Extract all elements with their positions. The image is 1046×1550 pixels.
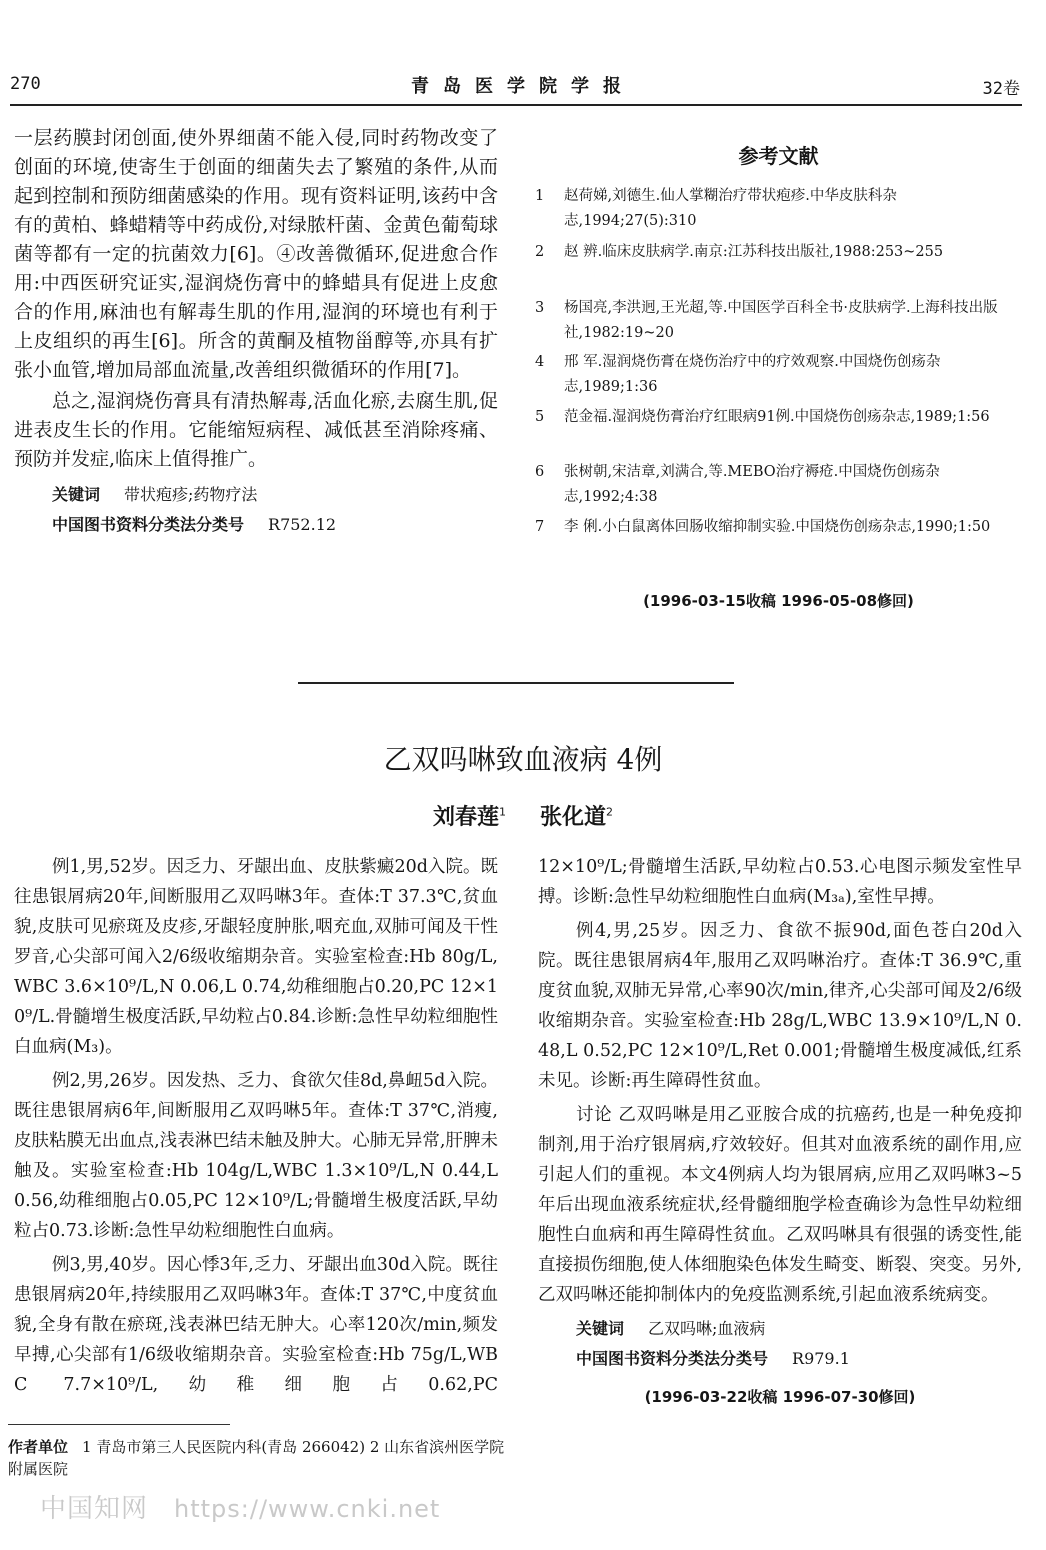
reference-item: 4 邢 军.湿润烧伤膏在烧伤治疗中的疗效观察.中国烧伤创疡杂志,1989;1:36 bbox=[535, 354, 941, 395]
classification-label: 中国图书资料分类法分类号 bbox=[576, 1349, 769, 1368]
watermark-url: https://www.cnki.net bbox=[174, 1495, 441, 1523]
author-name: 刘春莲 bbox=[432, 805, 499, 830]
received-dates: (1996-03-22收稿 1996-07-30修回) bbox=[644, 1388, 916, 1406]
received-dates: (1996-03-15收稿 1996-05-08修回) bbox=[643, 592, 914, 610]
keywords-line bbox=[52, 480, 498, 510]
classification-code: R979.1 bbox=[792, 1349, 850, 1368]
article-divider bbox=[298, 682, 734, 684]
right-body-text bbox=[538, 852, 1022, 1407]
footnote-text: 1 青岛市第三人民医院内科(青岛 266042) 2 山东省滨州医学院附属医院 bbox=[8, 1438, 505, 1478]
classification-code: R752.12 bbox=[268, 515, 337, 534]
left-body-text bbox=[14, 852, 498, 1400]
article-authors bbox=[0, 800, 1046, 831]
volume-label: 32卷 bbox=[982, 79, 1020, 99]
cnki-watermark bbox=[40, 1488, 440, 1525]
author-name: 张化道 bbox=[540, 805, 607, 830]
author-affiliation-mark: 1 bbox=[499, 805, 506, 819]
paragraph: 总之,湿润烧伤膏具有清热解毒,活血化瘀,去腐生肌,促进表皮生长的作用。它能缩短病程、减低甚至消除疼痛、预防并发症,临床上值得推广。 bbox=[14, 390, 498, 470]
references-title: 参考文献 bbox=[738, 144, 819, 168]
classification-line bbox=[576, 1344, 1022, 1374]
keywords-value: 带状疱疹;药物疗法 bbox=[124, 485, 258, 504]
footnote-label: 作者单位 bbox=[8, 1438, 69, 1456]
keywords-label: 关键词 bbox=[576, 1319, 625, 1338]
keywords-label: 关键词 bbox=[52, 485, 101, 504]
author-affiliation-mark: 2 bbox=[606, 805, 614, 819]
watermark-brand: 中国知网 bbox=[40, 1494, 149, 1524]
page-number: 270 bbox=[10, 74, 41, 94]
author-affiliation-footnote bbox=[8, 1436, 508, 1480]
journal-title: 青岛医学院学报 bbox=[411, 76, 635, 97]
classification-line bbox=[52, 510, 498, 540]
header-rule bbox=[10, 104, 1022, 106]
keywords-line bbox=[576, 1314, 1022, 1344]
article-title: 乙双吗啉致血液病 4例 bbox=[383, 743, 663, 776]
reference-item: 3 杨国亮,李洪迥,王光超,等.中国医学百科全书·皮肤病学.上海科技出版社,1982:19~20 bbox=[535, 300, 998, 341]
paragraph: 例3,男,40岁。因心悸3年,乏力、牙龈出血30d入院。既往患银屑病20年,持续服用乙双吗啉3年。查体:T 37℃,中度贫血貌,全身有散在瘀斑,浅表淋巴结无肿大。心率120次/min,频发早搏,心尖部有1/6级收缩期杂音。实验室检查:Hb 75g/L,WBC 7.7×10⁹/L,幼稚细胞占0.62,PC bbox=[14, 1255, 498, 1395]
reference-item: 7 李 俐.小白鼠离体回肠收缩抑制实验.中国烧伤创疡杂志,1990;1:50 bbox=[535, 519, 991, 535]
footnote-rule bbox=[8, 1424, 230, 1425]
paragraph: 12×10⁹/L;骨髓增生活跃,早幼粒占0.53.心电图示频发室性早搏。诊断:急性早幼粒细胞性白血病(M₃ₐ),室性早搏。 bbox=[538, 857, 1022, 907]
reference-item: 1 赵荷娣,刘德生.仙人掌糊治疗带状疱疹.中华皮肤科杂志,1994;27(5):310 bbox=[535, 188, 897, 229]
paragraph: 例4,男,25岁。因乏力、食欲不振90d,面色苍白20d入院。既往患银屑病4年,服用乙双吗啉治疗。查体:T 36.9℃,重度贫血貌,双肺无异常,心率90次/min,律齐,心尖部可闻及2/6级收缩期杂音。实验室检查:Hb 28g/L,WBC 13.9×10⁹/L,N 0.48,L 0.52,PC 12×10⁹/L,Ret 0.001;骨髓增生极度减低,红系未见。诊断:再生障碍性贫血。 bbox=[538, 921, 1022, 1091]
keywords-value: 乙双吗啉;血液病 bbox=[648, 1319, 766, 1338]
paragraph: 例1,男,52岁。因乏力、牙龈出血、皮肤紫癜20d入院。既往患银屑病20年,间断服用乙双吗啉3年。查体:T 37.3℃,贫血貌,皮肤可见瘀斑及皮疹,牙龈轻度肿胀,咽充血,双肺可闻及干性罗音,心尖部可闻入2/6级收缩期杂音。实验室检查:Hb 80g/L,WBC 3.6×10⁹/L,N 0.06,L 0.74,幼稚细胞占0.20,PC 12×10⁹/L.骨髓增生极度活跃,早幼粒占0.84.诊断:急性早幼粒细胞性白血病(M₃)。 bbox=[14, 857, 498, 1057]
reference-item: 6 张树朝,宋洁章,刘满合,等.MEBO治疗褥疮.中国烧伤创疡杂志,1992;4:38 bbox=[535, 464, 940, 505]
reference-item: 2 赵 辨.临床皮肤病学.南京:江苏科技出版社,1988:253~255 bbox=[535, 244, 944, 260]
left-top-text bbox=[14, 124, 498, 540]
paragraph: 例2,男,26岁。因发热、乏力、食欲欠佳8d,鼻衄5d入院。既往患银屑病6年,间断服用乙双吗啉5年。查体:T 37℃,消瘦,皮肤粘膜无出血点,浅表淋巴结未触及肿大。心肺无异常,肝脾未触及。实验室检查:Hb 104g/L,WBC 1.3×10⁹/L,N 0.44,L 0.56,幼稚细胞占0.05,PC 12×10⁹/L;骨髓增生极度活跃,早幼粒占0.73.诊断:急性早幼粒细胞性白血病。 bbox=[14, 1071, 498, 1241]
paragraph: 讨论 乙双吗啉是用乙亚胺合成的抗癌药,也是一种免疫抑制剂,用于治疗银屑病,疗效较好。但其对血液系统的副作用,应引起人们的重视。本文4例病人均为银屑病,应用乙双吗啉3~5年后出现血液系统症状,经骨髓细胞学检查确诊为急性早幼粒细胞性白血病和再生障碍性贫血。乙双吗啉具有很强的诱变性,能直接损伤细胞,使人体细胞染色体发生畸变、断裂、突变。另外,乙双吗啉还能抑制体内的免疫监测系统,引起血液系统病变。 bbox=[538, 1105, 1022, 1305]
classification-label: 中国图书资料分类法分类号 bbox=[52, 515, 245, 534]
reference-item: 5 范金福.湿润烧伤膏治疗红眼病91例.中国烧伤创疡杂志,1989;1:56 bbox=[535, 409, 990, 425]
paragraph: 一层药膜封闭创面,使外界细菌不能入侵,同时药物改变了创面的环境,使寄生于创面的细菌失去了繁殖的条件,从而起到控制和预防细菌感染的作用。现有资料证明,该药中含有的黄柏、蜂蜡精等中药成份,对绿脓杆菌、金黄色葡萄球菌等都有一定的抗菌效力[6]。④改善微循环,促进愈合作用:中西医研究证实,湿润烧伤膏中的蜂蜡具有促进上皮愈合的作用,麻油也有解毒生肌的作用,湿润的环境也有利于上皮组织的再生[6]。所含的黄酮及植物甾醇等,亦具有扩张小血管,增加局部血流量,改善组织微循环的作用[7]。 bbox=[14, 127, 498, 381]
